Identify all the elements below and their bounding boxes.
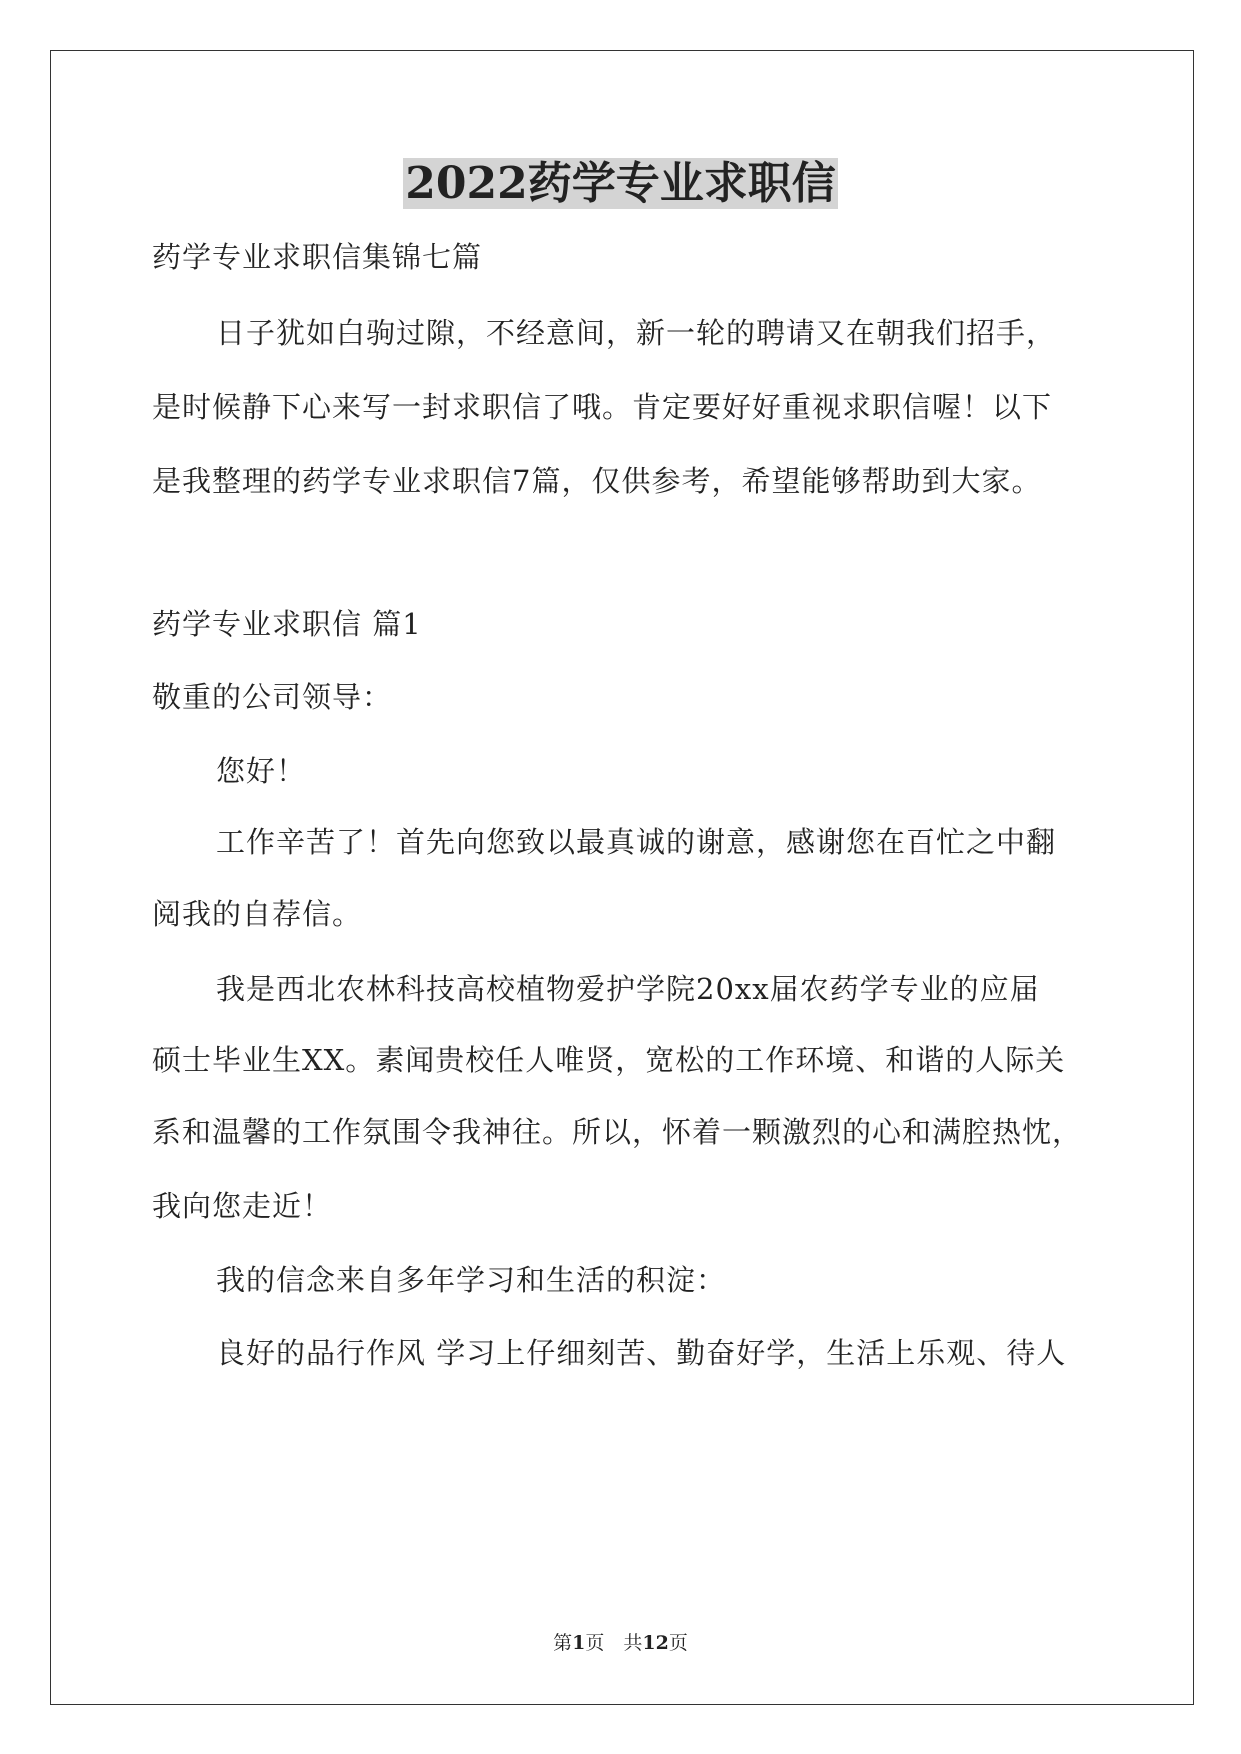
current-page-number: 1 [572, 1632, 586, 1654]
title-text: 2022药学专业求职信 [405, 158, 836, 209]
page-mid: 页 共 [585, 1632, 643, 1654]
paragraph-line: 是我整理的药学专业求职信7篇，仅供参考，希望能够帮助到大家。 [152, 464, 1042, 498]
paragraph-line: 工作辛苦了！首先向您致以最真诚的谢意，感谢您在百忙之中翻 [216, 825, 1057, 859]
paragraph-line: 阅我的自荐信。 [152, 897, 363, 931]
total-page-number: 12 [642, 1632, 669, 1654]
page-footer [0, 1630, 1241, 1656]
paragraph-line: 是时候静下心来写一封求职信了哦。肯定要好好重视求职信喔！以下 [152, 390, 1053, 424]
document-title [0, 154, 1241, 214]
greeting: 您好！ [216, 754, 307, 788]
paragraph-line: 日子犹如白驹过隙，不经意间，新一轮的聘请又在朝我们招手， [216, 316, 1057, 350]
paragraph-line: 我的信念来自多年学习和生活的积淀： [216, 1263, 727, 1297]
page-suffix: 页 [668, 1632, 688, 1654]
page-prefix: 第 [553, 1632, 573, 1654]
section-heading: 药学专业求职信 篇1 [152, 607, 422, 641]
paragraph-line: 我向您走近！ [152, 1189, 333, 1223]
paragraph-line: 系和温馨的工作氛围令我神往。所以，怀着一颗激烈的心和满腔热忱， [152, 1115, 1083, 1149]
subtitle-line: 药学专业求职信集锦七篇 [152, 240, 483, 274]
paragraph-line: 我是西北农林科技高校植物爱护学院20xx届农药学专业的应届 [216, 972, 1040, 1006]
paragraph-line: 良好的品行作风 学习上仔细刻苦、勤奋好学，生活上乐观、待人 [216, 1336, 1067, 1370]
paragraph-line: 硕士毕业生XX。素闻贵校任人唯贤，宽松的工作环境、和谐的人际关 [152, 1043, 1066, 1077]
page-border [50, 50, 1194, 1705]
salutation: 敬重的公司领导： [152, 680, 393, 714]
